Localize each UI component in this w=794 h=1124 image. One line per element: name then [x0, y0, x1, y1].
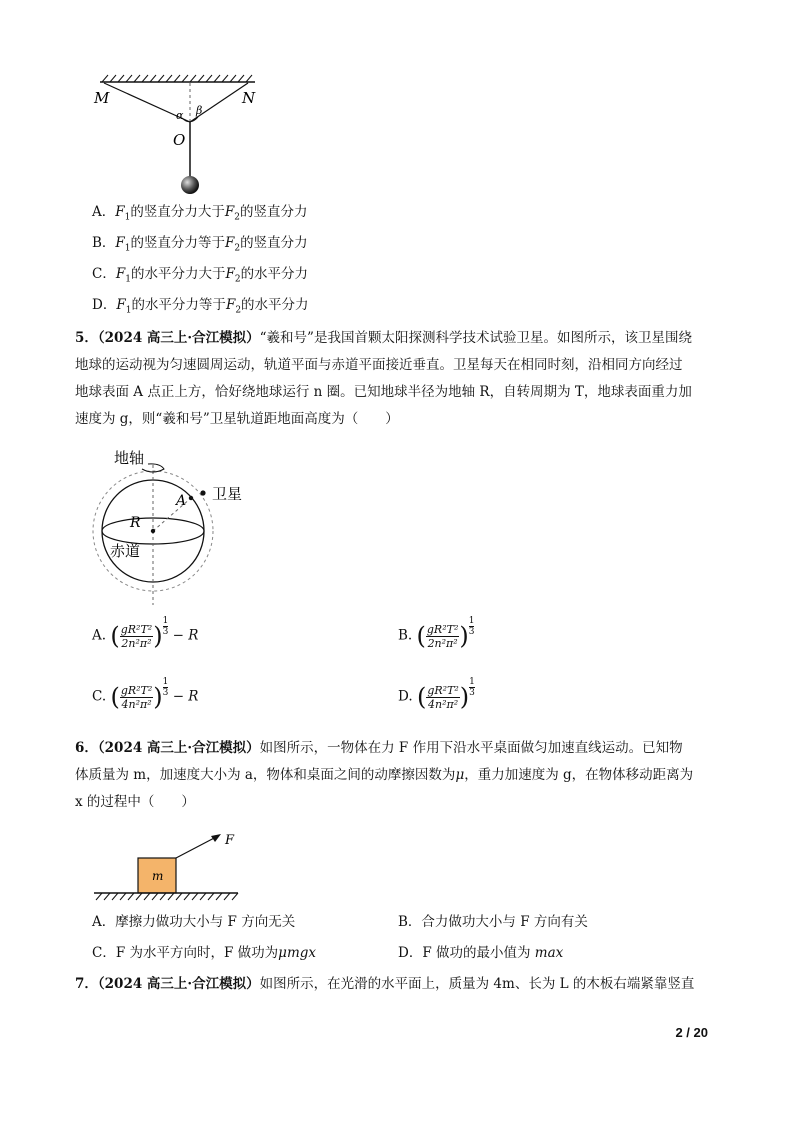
q5-option-a [92, 616, 199, 650]
option-text: 的水平分力大于 [130, 266, 226, 282]
symbol-f2: F [224, 204, 235, 220]
q4-figure [90, 70, 270, 200]
exponent-denominator: 3 [469, 688, 475, 698]
question-source: （2024 高三上·合江模拟） [97, 976, 260, 992]
question-source: （2024 高三上·合江模拟） [97, 740, 260, 756]
option-letter: D． [92, 297, 117, 313]
q4-option-d [92, 295, 309, 326]
fraction-numerator: gR²T² [426, 622, 459, 636]
option-formula: max [534, 945, 564, 961]
label-m: M [94, 89, 110, 107]
exponent [163, 616, 169, 637]
force-label: F [225, 833, 235, 848]
option-letter: C． [92, 266, 116, 282]
option-text-tail: 的水平分力 [240, 266, 309, 282]
option-text-tail: 的竖直分力 [240, 235, 308, 251]
fraction-denominator: 4n²π² [427, 697, 459, 711]
paren-open: ( [110, 622, 120, 650]
exponent [469, 677, 475, 698]
exponent [469, 616, 475, 637]
option-letter: C． [92, 945, 116, 961]
q5-option-b [398, 616, 475, 650]
fraction-numerator: gR²T² [120, 683, 153, 697]
subscript: 2 [234, 243, 241, 254]
paren-close: ) [459, 622, 469, 650]
q4-option-b [92, 233, 309, 264]
option-letter: B. [398, 627, 413, 644]
subscript: 1 [124, 212, 131, 223]
label-o: O [173, 131, 186, 149]
exponent-denominator: 3 [468, 627, 475, 637]
arrowhead [211, 834, 221, 842]
paren-close: ) [153, 622, 163, 650]
q6-option-a [92, 912, 295, 932]
center-dot [151, 529, 155, 533]
fraction [120, 623, 153, 650]
ball [181, 176, 199, 194]
symbol-f1: F [115, 266, 126, 282]
q5-stem [75, 325, 695, 433]
exponent-numerator: 1 [162, 616, 169, 626]
satellite-dot [200, 490, 205, 495]
q6-option-c [92, 943, 316, 963]
option-text: F 做功的最小值为 [422, 945, 535, 961]
exponent-denominator: 3 [162, 688, 169, 698]
question-text: 如图所示，在光滑的水平面上，质量为 4m、长为 L 的木板右端紧靠竖直 [259, 976, 695, 992]
fraction [120, 684, 153, 711]
option-letter: C. [92, 688, 107, 705]
option-letter: B． [398, 914, 422, 930]
q4-option-a [92, 202, 309, 233]
page-number: 2 / 20 [675, 1025, 708, 1040]
exponent-numerator: 1 [162, 677, 169, 687]
symbol-f1: F [115, 204, 125, 220]
subscript: 2 [234, 212, 240, 223]
option-text: 的水平分力等于 [131, 297, 226, 313]
block-label: m [152, 869, 164, 883]
exponent [163, 677, 169, 698]
question-source: （2024 高三上·合江模拟） [97, 330, 260, 346]
axis-label: 地轴 [114, 449, 145, 467]
paren-open: ( [110, 683, 120, 711]
option-formula: μmgx [278, 945, 317, 961]
option-letter: D． [398, 945, 423, 961]
symbol-f2: F [225, 266, 235, 282]
symbol-f1: F [115, 235, 125, 251]
fraction-numerator: gR²T² [120, 622, 153, 636]
table-hatching [96, 893, 238, 900]
subscript: 1 [124, 243, 131, 254]
question-number: 6． [75, 740, 98, 756]
symbol-f1: F [116, 297, 126, 313]
question-number: 7． [75, 976, 98, 992]
satellite-label: 卫星 [212, 485, 243, 503]
q4-options [92, 202, 309, 326]
q6-option-d [398, 943, 563, 963]
q5-option-c [92, 677, 199, 711]
option-text: 摩擦力做功大小与 F 方向无关 [115, 914, 296, 930]
fraction-denominator: 2n²π² [427, 636, 458, 650]
paren-close: ) [153, 683, 163, 711]
question-number: 5． [75, 330, 98, 346]
q6-figure [90, 828, 250, 908]
fraction-denominator: 2n²π² [121, 636, 152, 650]
paren-open: ( [416, 683, 427, 711]
question-text: “羲和号”是我国首颗太阳探测科学技术试验卫星。如图所示，该卫星围绕地球的运动视为匀速圆周运动，轨道平面与赤道平面接近垂直。卫星每天在相同时刻，沿相同方向经过地球表面 A 点正上方，恰好绕地球运行 n 圈。已知地球半径为地轴 R，自转周期为 T，地球表面重力加速度为 g，则“羲和号”卫星轨道距地面高度为（ ） [75, 330, 692, 427]
paren-open: ( [416, 622, 426, 650]
option-text-tail: 的竖直分力 [239, 204, 308, 220]
subscript: 1 [125, 305, 132, 316]
q6-stem [75, 735, 695, 816]
label-alpha: α [176, 109, 184, 122]
ceiling-hatching [100, 75, 255, 82]
q5-option-d [398, 677, 475, 711]
q7-stem [75, 971, 695, 998]
fraction-denominator: 4n²π² [121, 697, 152, 711]
exponent-denominator: 3 [162, 627, 169, 637]
question-text: 如图所示，一物体在力 F 作用下沿水平桌面做匀加速直线运动。已知物体质量为 m，加速度大小为 a，物体和桌面之间的动摩擦因数为 [75, 740, 683, 783]
option-letter: A． [92, 914, 116, 930]
option-letter: D. [398, 688, 413, 705]
option-letter: B． [92, 235, 116, 251]
exponent-numerator: 1 [468, 616, 475, 626]
label-r: R [130, 515, 141, 531]
fraction [426, 623, 459, 650]
equator-label: 赤道 [110, 542, 141, 560]
label-beta: β [196, 104, 203, 117]
subscript: 2 [234, 274, 241, 285]
symbol-mu: μ [455, 767, 465, 783]
fraction [426, 684, 459, 711]
formula-tail: − R [172, 627, 199, 644]
option-text: 的竖直分力大于 [130, 204, 225, 220]
label-a: A [176, 493, 187, 509]
option-text: 的竖直分力等于 [130, 235, 226, 251]
label-n: N [242, 89, 256, 107]
q5-figure [90, 445, 270, 607]
symbol-f2: F [225, 235, 235, 251]
option-letter: A． [92, 204, 116, 220]
subscript: 1 [125, 274, 131, 285]
paren-close: ) [459, 683, 470, 711]
subscript: 2 [235, 305, 242, 316]
exponent-numerator: 1 [469, 677, 475, 687]
option-text-tail: 的水平分力 [241, 297, 309, 313]
fraction-numerator: gR²T² [427, 683, 459, 697]
option-letter: A. [92, 627, 107, 644]
formula-tail: − R [172, 688, 199, 705]
force-arrow [176, 836, 218, 858]
symbol-f2: F [225, 297, 236, 313]
q4-option-c [92, 264, 309, 295]
option-text: 合力做功大小与 F 方向有关 [421, 914, 588, 930]
q6-option-b [398, 912, 588, 932]
option-text: F 为水平方向时，F 做功为 [115, 945, 279, 961]
point-a-dot [189, 496, 193, 500]
question-text-continued: ，重力加速度为 g，在物体移动距离为 x 的过程中（ ） [75, 767, 694, 810]
